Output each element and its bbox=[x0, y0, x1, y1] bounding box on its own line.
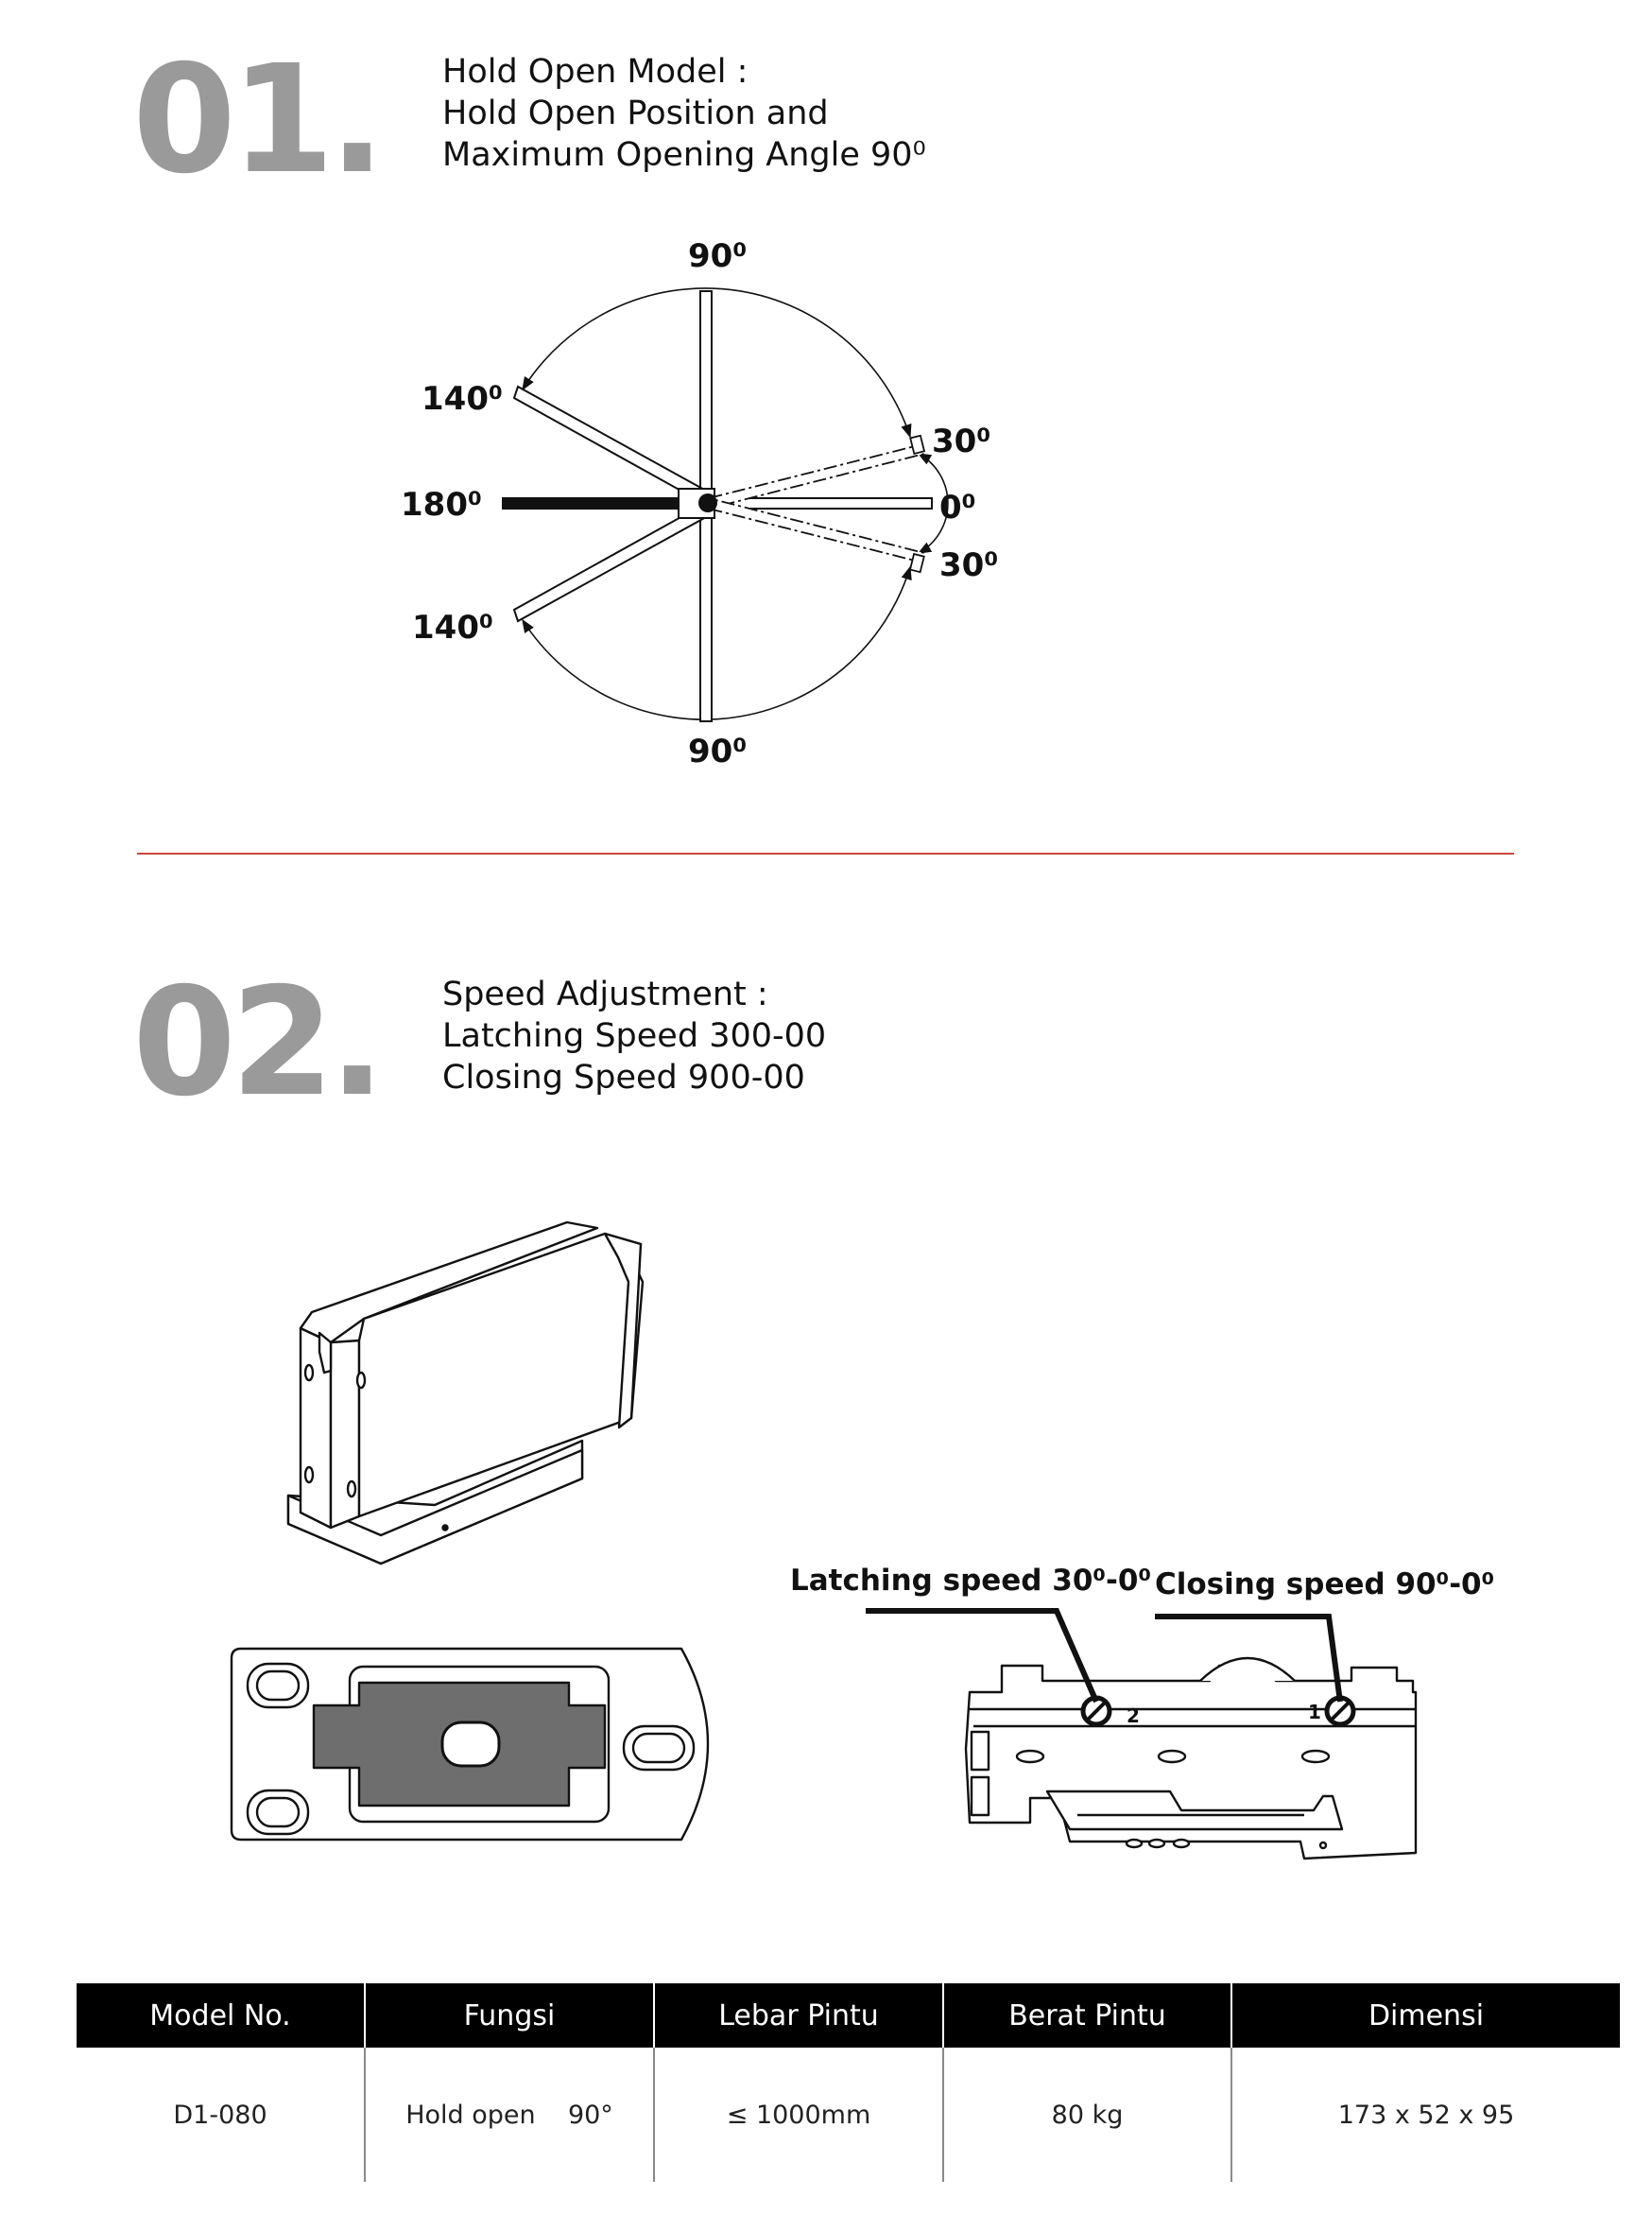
closing-speed-label: Closing speed 90⁰-0⁰ bbox=[1155, 1567, 1495, 1601]
section-1-number: 01. bbox=[132, 33, 380, 207]
upper-swing-arc bbox=[523, 288, 910, 437]
table-row bbox=[77, 2048, 1620, 2182]
door-140-lower bbox=[514, 506, 706, 621]
section-2-description bbox=[442, 974, 826, 1098]
isometric-closer bbox=[288, 1222, 643, 1564]
screw-1-label: 1 bbox=[1308, 1701, 1321, 1723]
pivot-point bbox=[698, 493, 717, 512]
section-2-line-3: Closing Speed 900-00 bbox=[442, 1059, 805, 1097]
section-2-line-2: Latching Speed 300-00 bbox=[442, 1017, 827, 1055]
section-divider bbox=[137, 853, 1514, 855]
cell-berat-pintu: 80 kg bbox=[942, 2048, 1230, 2182]
cell-dimensi: 173 x 52 x 95 bbox=[1230, 2048, 1620, 2182]
cell-lebar-pintu: ≤ 1000mm bbox=[653, 2048, 942, 2182]
screw-2-label: 2 bbox=[1127, 1704, 1140, 1727]
header-lebar-pintu: Lebar Pintu bbox=[653, 1983, 942, 2048]
section-2-line-1: Speed Adjustment : bbox=[442, 976, 768, 1013]
header-dimensi: Dimensi bbox=[1230, 1983, 1620, 2048]
label-90-top: 90⁰ bbox=[688, 237, 748, 275]
label-90-bottom: 90⁰ bbox=[688, 733, 748, 770]
door-140-upper bbox=[514, 387, 706, 502]
label-0: 0⁰ bbox=[939, 489, 976, 527]
product-illustrations bbox=[0, 1191, 1652, 1891]
label-30-lower: 30⁰ bbox=[939, 546, 999, 584]
closer-side-view bbox=[966, 1658, 1416, 1859]
opening-angle-diagram bbox=[0, 0, 1652, 851]
specification-table bbox=[77, 1983, 1620, 2182]
cell-fungsi: Hold open 90° bbox=[364, 2048, 653, 2182]
latching-speed-label: Latching speed 30⁰-0⁰ bbox=[790, 1564, 1152, 1598]
header-fungsi: Fungsi bbox=[364, 1983, 653, 2048]
label-140-lower: 140⁰ bbox=[412, 609, 493, 647]
cell-model-no: D1-080 bbox=[173, 2100, 267, 2130]
door-180-position bbox=[502, 497, 697, 510]
section-2-number: 02. bbox=[132, 956, 380, 1130]
header-berat-pintu: Berat Pintu bbox=[942, 1983, 1230, 2048]
label-30-upper: 30⁰ bbox=[932, 423, 991, 460]
label-140-upper: 140⁰ bbox=[422, 380, 503, 418]
header-model-no: Model No. bbox=[149, 1998, 291, 2032]
section-1-line-3: Maximum Opening Angle 90⁰ bbox=[442, 136, 926, 174]
section-1-line-1: Hold Open Model : bbox=[442, 53, 749, 91]
mounting-plate-top-view bbox=[232, 1649, 708, 1840]
lower-swing-arc bbox=[523, 567, 910, 719]
section-1-line-2: Hold Open Position and bbox=[442, 95, 829, 132]
label-180: 180⁰ bbox=[401, 486, 482, 524]
table-header-row bbox=[77, 1983, 1620, 2048]
